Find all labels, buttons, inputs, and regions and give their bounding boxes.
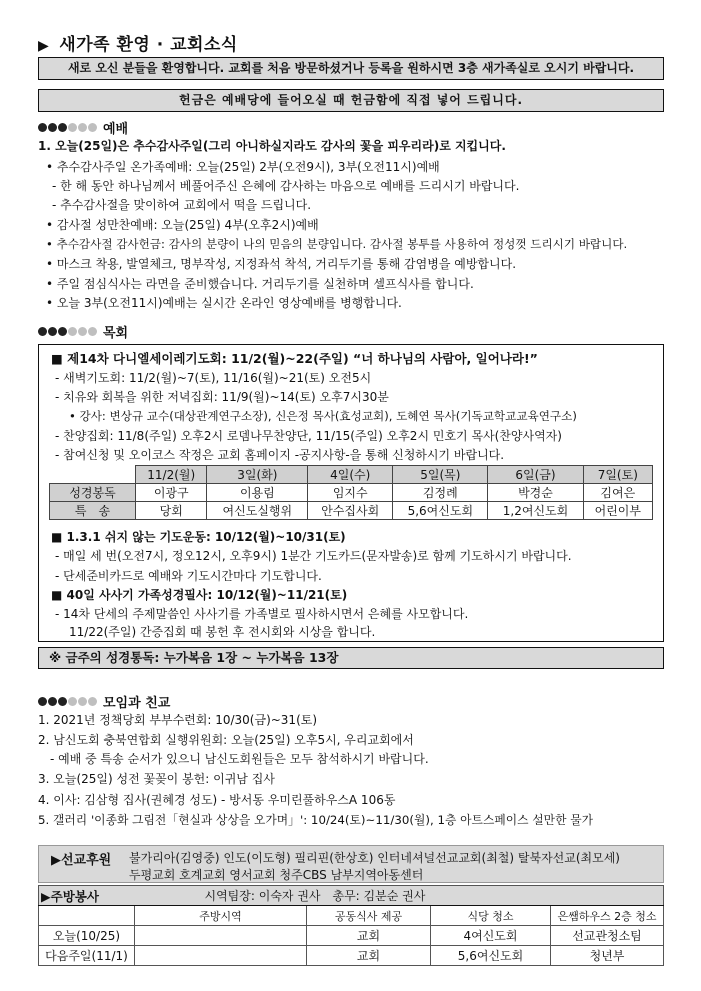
table-row bbox=[50, 466, 653, 484]
worship-heading: 예배 bbox=[38, 118, 128, 137]
kitchen-leaders: 시역팀장: 이숙자 권사 총무: 김분순 권사 bbox=[135, 886, 664, 906]
table-header-cell: 공동식사 제공 bbox=[307, 906, 431, 926]
ministry-line: - 새벽기도회: 11/2(월)~7(토), 11/16(월)~21(토) 오전5시 bbox=[55, 371, 372, 385]
ministry-line: - 단세준비카드로 예배와 기도시간마다 기도합니다. bbox=[55, 569, 322, 583]
table-row bbox=[39, 886, 664, 906]
table-cell: 오늘(10/25) bbox=[39, 926, 135, 946]
table-cell: 안수집사회 bbox=[308, 502, 393, 520]
table-cell: 교회 bbox=[307, 926, 431, 946]
triangle-bullet-icon: ▶ bbox=[38, 38, 50, 54]
ministry-line: - 14차 단세의 주제말씀인 사사기를 가족별로 필사하시면서 은혜를 사모합니다. bbox=[55, 607, 469, 621]
table-cell: 김정례 bbox=[393, 484, 488, 502]
ministry-line: 11/22(주일) 간증집회 때 봉헌 후 전시회와 시상을 합니다. bbox=[69, 625, 376, 639]
ministry-line: - 매일 세 번(오전7시, 정오12시, 오후9시) 1분간 기도카드(문자발송)로 함께 기도하시기 바랍니다. bbox=[55, 549, 572, 563]
worship-line: - 추수감사절을 맞이하여 교회에서 떡을 드립니다. bbox=[52, 198, 312, 212]
page-title: ▶ 새가족 환영 · 교회소식 bbox=[38, 35, 238, 55]
bible-reading-banner: ※ 금주의 성경통독: 누가복음 1장 ~ 누가복음 13장 bbox=[38, 647, 664, 669]
table-header-cell: 7일(토) bbox=[583, 466, 652, 484]
table-header-cell: 3일(화) bbox=[207, 466, 308, 484]
ministry-line: - 찬양집회: 11/8(주일) 오후2시 로뎀나무찬양단, 11/15(주일) 오후2시 민호기 목사(찬양사역자) bbox=[55, 429, 562, 443]
table-header-cell: 식당 청소 bbox=[431, 906, 551, 926]
table-cell: 1,2여신도회 bbox=[488, 502, 583, 520]
meetings-heading: 모임과 친교 bbox=[38, 692, 170, 711]
ministry-heading: 목회 bbox=[38, 322, 128, 341]
table-header-cell bbox=[39, 906, 135, 926]
section-dots-icon bbox=[38, 327, 97, 336]
worship-line: • 마스크 착용, 발열체크, 명부작성, 지정좌석 착석, 거리두기를 통해 감염병을 예방합니다. bbox=[46, 257, 517, 271]
meeting-line: 1. 2021년 정책당회 부부수련회: 10/30(금)~31(토) bbox=[38, 713, 318, 727]
mission-support-box bbox=[38, 845, 664, 883]
table-cell: 5,6여신도회 bbox=[431, 946, 551, 966]
table-cell bbox=[135, 946, 307, 966]
table-cell: 어린이부 bbox=[583, 502, 652, 520]
mission-line: 불가리아(김영중) 인도(이도형) 필리핀(한상호) 인터네셔널선교교회(최철) 탈북자선교(최모세) bbox=[129, 851, 620, 865]
table-row bbox=[50, 484, 653, 502]
section-dots-icon bbox=[38, 697, 97, 706]
row-label: 성경봉독 bbox=[50, 484, 136, 502]
table-cell: 5,6여신도회 bbox=[393, 502, 488, 520]
table-cell: 박경순 bbox=[488, 484, 583, 502]
table-row bbox=[39, 906, 664, 926]
table-cell: 이광구 bbox=[136, 484, 207, 502]
table-cell: 김여은 bbox=[583, 484, 652, 502]
meeting-line: 4. 이사: 김삼형 집사(권혜경 성도) - 방서동 우미린풀하우스A 106동 bbox=[38, 793, 396, 807]
worship-line: 1. 오늘(25일)은 추수감사주일(그리 아니하실지라도 감사의 꽃을 피우리라)로 지킵니다. bbox=[38, 139, 506, 153]
ministry-line: - 치유와 회복을 위한 저녁집회: 11/9(월)~14(토) 오후7시30분 bbox=[55, 390, 389, 404]
mission-label: ▶선교후원 bbox=[51, 853, 112, 868]
table-cell: 선교관청소팀 bbox=[551, 926, 664, 946]
table-cell: 여신도실행위 bbox=[207, 502, 308, 520]
table-header-cell: 5일(목) bbox=[393, 466, 488, 484]
ministry-line: ■ 제14차 다니엘세이레기도회: 11/2(월)~22(주일) “너 하나님의 사람아, 일어나라!” bbox=[51, 351, 538, 366]
table-row bbox=[50, 502, 653, 520]
table-row bbox=[39, 946, 664, 966]
table-row bbox=[39, 926, 664, 946]
ministry-line: ■ 1.3.1 쉬지 않는 기도운동: 10/12(월)~10/31(토) bbox=[51, 530, 346, 544]
meeting-line: 3. 오늘(25일) 성전 꽃꽂이 봉헌: 이귀남 집사 bbox=[38, 772, 275, 786]
kitchen-label: ▶주방봉사 bbox=[39, 886, 135, 906]
table-header-cell: 11/2(월) bbox=[136, 466, 207, 484]
table-cell bbox=[135, 926, 307, 946]
worship-line: • 주일 점심식사는 라면을 준비했습니다. 거리두기를 실천하며 셀프식사를 합니다. bbox=[46, 277, 474, 291]
worship-line: - 한 해 동안 하나님께서 베풀어주신 은혜에 감사하는 마음으로 예배를 드리시기 바랍니다. bbox=[52, 179, 520, 193]
table-cell: 다음주일(11/1) bbox=[39, 946, 135, 966]
section-dots-icon bbox=[38, 123, 97, 132]
table-cell: 이용림 bbox=[207, 484, 308, 502]
ministry-line: - 참여신청 및 오이코스 작정은 교회 홈페이지 -공지사항-을 통해 신청하시기 바랍니다. bbox=[55, 448, 505, 462]
meeting-line: 5. 갤러리 '이종화 그림전「현실과 상상을 오가며」': 10/24(토)~11/30(월), 1층 아트스페이스 설만한 물가 bbox=[38, 813, 594, 827]
table-cell: 4여신도회 bbox=[431, 926, 551, 946]
table-header-cell: 6일(금) bbox=[488, 466, 583, 484]
kitchen-service-table bbox=[38, 885, 664, 966]
table-cell: 임지수 bbox=[308, 484, 393, 502]
worship-line: • 추수감사주일 온가족예배: 오늘(25일) 2부(오전9시), 3부(오전11시)예배 bbox=[46, 160, 440, 174]
table-cell: 당회 bbox=[136, 502, 207, 520]
row-label: 특 송 bbox=[50, 502, 136, 520]
ministry-line: • 강사: 변상규 교수(대상관계연구소장), 신은정 목사(효성교회), 도혜연 목사(기독교학교교육연구소) bbox=[69, 409, 577, 423]
reading-schedule-table bbox=[49, 465, 653, 520]
mission-line: 두평교회 호계교회 영서교회 청주CBS 남부지역아동센터 bbox=[129, 868, 424, 882]
meeting-line: - 예배 중 특송 순서가 있으니 남신도회원들은 모두 참석하시기 바랍니다. bbox=[50, 752, 429, 766]
worship-line: • 감사절 성만찬예배: 오늘(25일) 4부(오후2시)예배 bbox=[46, 218, 319, 232]
table-header-cell: 은쌤하우스 2층 청소 bbox=[551, 906, 664, 926]
welcome-banner: 새로 오신 분들을 환영합니다. 교회를 처음 방문하셨거나 등록을 원하시면 3층 새가족실로 오시기 바랍니다. bbox=[38, 57, 664, 80]
table-cell: 청년부 bbox=[551, 946, 664, 966]
worship-line: • 오늘 3부(오전11시)예배는 실시간 온라인 영상예배를 병행합니다. bbox=[46, 296, 402, 310]
offering-banner: 헌금은 예배당에 들어오실 때 헌금함에 직접 넣어 드립니다. bbox=[38, 89, 664, 112]
meeting-line: 2. 남신도회 충북연합회 실행위원회: 오늘(25일) 오후5시, 우리교회에서 bbox=[38, 733, 414, 747]
table-cell: 교회 bbox=[307, 946, 431, 966]
ministry-panel bbox=[38, 344, 664, 642]
worship-line: • 추수감사절 감사헌금: 감사의 분량이 나의 믿음의 분량입니다. 감사절 봉투를 사용하여 정성껏 드리시기 바랍니다. bbox=[46, 237, 628, 251]
table-header-cell: 주방시역 bbox=[135, 906, 307, 926]
table-header-cell: 4일(수) bbox=[308, 466, 393, 484]
ministry-line: ■ 40일 사사기 가족성경필사: 10/12(월)~11/21(토) bbox=[51, 588, 348, 602]
